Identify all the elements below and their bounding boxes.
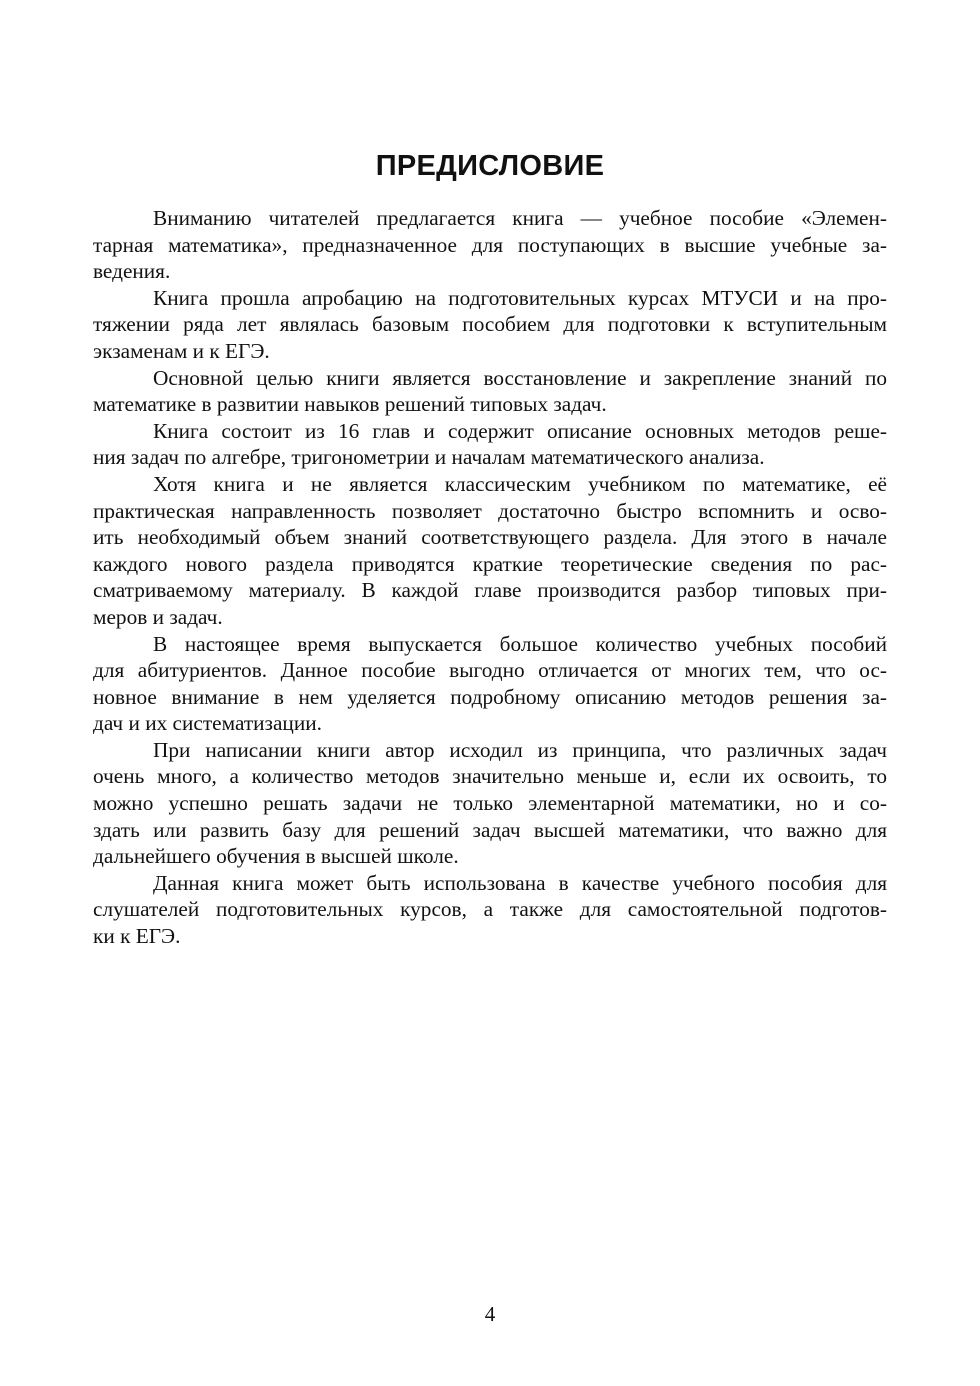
text-line: Книга состоит из 16 глав и содержит описание основных методов реше- [153,418,887,443]
text-line: дальнейшего обучения в высшей школе. [93,844,459,869]
page-title: ПРЕДИСЛОВИЕ [375,150,605,182]
text-line: меров и задач. [93,604,223,629]
text-line: Основной целью книги является восстановление и закрепление знаний по [153,365,887,390]
text-line: тарная математика», предназначенное для поступающих в высшие учебные за- [93,232,887,257]
paragraph [93,631,887,737]
text-line: При написании книги автор исходил из принципа, что различных задач [153,737,887,762]
text-line: ки к ЕГЭ. [93,924,181,949]
text-line: ния задач по алгебре, тригонометрии и началам математического анализа. [93,445,765,470]
text-line: можно успешно решать задачи не только элементарной математики, но и со- [93,791,887,816]
paragraph [93,365,887,418]
paragraph [93,471,887,631]
paragraph [93,418,887,471]
text-line: Вниманию читателей предлагается книга — учебное пособие «Элемен- [153,206,887,230]
paragraph [93,870,887,950]
text-line: дач и их систематизации. [93,711,322,736]
text-line: ить необходимый объем знаний соответствующего раздела. Для этого в начале [93,525,887,550]
text-line: математике в развитии навыков решений типовых задач. [93,392,607,417]
paragraph [93,205,887,285]
text-line: новное внимание в нем уделяется подробному описанию методов решения за- [93,684,887,709]
text-line: здать или развить базу для решений задач высшей математики, что важно для [93,817,887,842]
text-line: каждого нового раздела приводятся краткие теоретические сведения по рас- [93,551,887,576]
text-line: сматриваемому материалу. В каждой главе производится разбор типовых при- [93,578,887,603]
text-line: Хотя книга и не является классическим учебником по математике, её [153,471,887,496]
text-line: экзаменам и к ЕГЭ. [93,338,270,363]
text-line: очень много, а количество методов значительно меньше и, если их освоить, то [93,764,887,789]
preface-body [93,205,887,950]
paragraph [93,737,887,870]
text-line: В настоящее время выпускается большое количество учебных пособий [153,631,887,656]
text-line: тяжении ряда лет являлась базовым пособием для подготовки к вступительным [93,312,887,337]
text-line: слушателей подготовительных курсов, а также для самостоятельной подготов- [93,897,887,922]
text-line: практическая направленность позволяет достаточно быстро вспомнить и осво- [93,498,887,523]
paragraph [93,285,887,365]
text-line: Данная книга может быть использована в качестве учебного пособия для [153,870,887,895]
text-line: Книга прошла апробацию на подготовительных курсах МТУСИ и на про- [153,285,887,310]
text-line: ведения. [93,259,171,284]
text-line: для абитуриентов. Данное пособие выгодно отличается от многих тем, что ос- [93,658,887,683]
page-number: 4 [484,1302,496,1326]
